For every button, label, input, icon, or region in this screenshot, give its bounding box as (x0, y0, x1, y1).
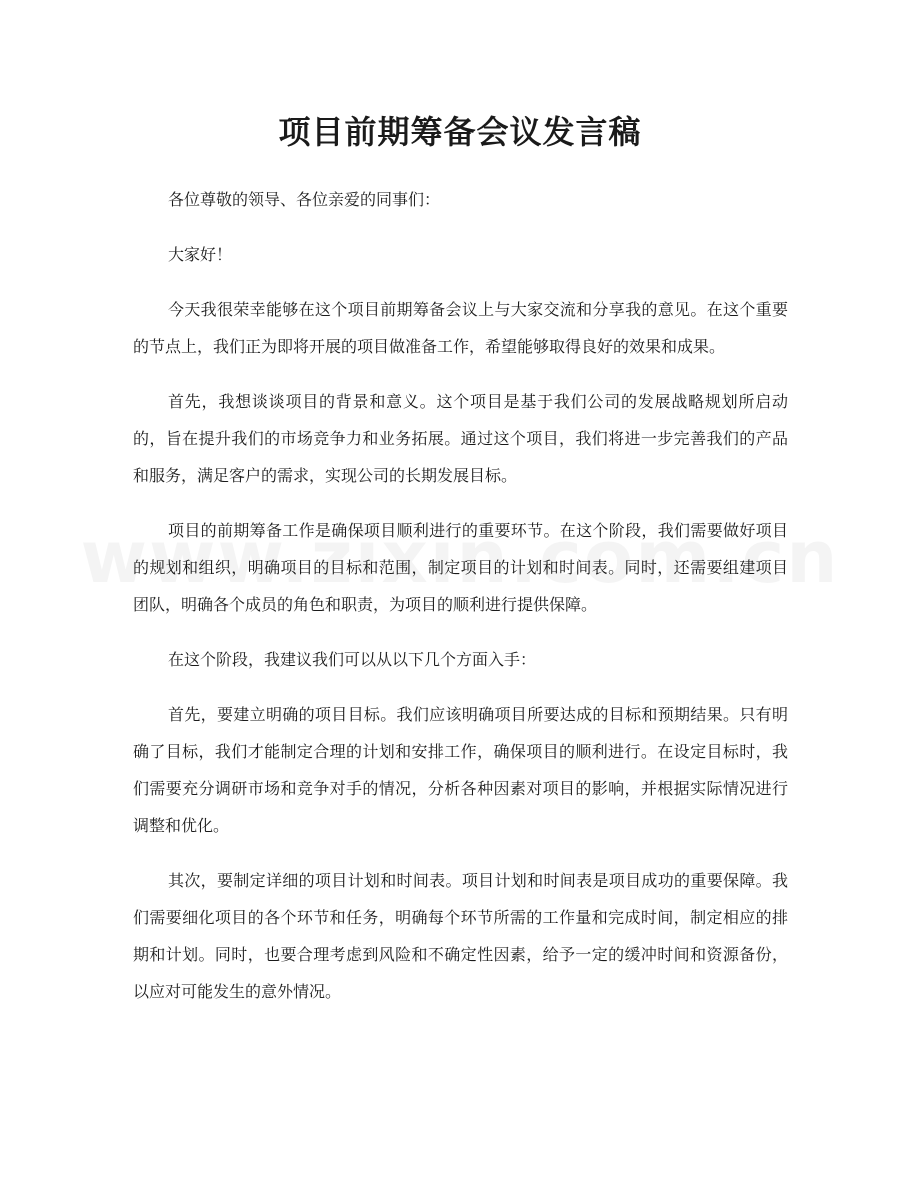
paragraph-preparation: 项目的前期筹备工作是确保项目顺利进行的重要环节。在这个阶段，我们需要做好项目的规划和组织，明确项目的目标和范围，制定项目的计划和时间表。同时，还需要组建项目团队，明确各个成员的角色和职责，为项目的顺利进行提供保障。 (133, 521, 788, 614)
document-title: 项目前期筹备会议发言稿 (278, 113, 642, 151)
paragraph-suggestion-lead: 在这个阶段，我建议我们可以从以下几个方面入手： (168, 650, 537, 669)
paragraph-intro: 今天我很荣幸能够在这个项目前期筹备会议上与大家交流和分享我的意见。在这个重要的节点上，我们正为即将开展的项目做准备工作，希望能够取得良好的效果和成果。 (133, 300, 788, 356)
paragraph-salutation: 各位尊敬的领导、各位亲爱的同事们： (168, 190, 441, 209)
paragraph-background: 首先，我想谈谈项目的背景和意义。这个项目是基于我们公司的发展战略规划所启动的，旨在提升我们的市场竞争力和业务拓展。通过这个项目，我们将进一步完善我们的产品和服务，满足客户的需求，实现公司的长期发展目标。 (133, 392, 788, 485)
paragraph-greeting: 大家好！ (168, 245, 233, 264)
paragraph-plan: 其次，要制定详细的项目计划和时间表。项目计划和时间表是项目成功的重要保障。我们需要细化项目的各个环节和任务，明确每个环节所需的工作量和完成时间，制定相应的排期和计划。同时，也要合理考虑到风险和不确定性因素，给予一定的缓冲时间和资源备份，以应对可能发生的意外情况。 (133, 871, 788, 1001)
document-body (133, 181, 788, 1028)
paragraph-goals: 首先，要建立明确的项目目标。我们应该明确项目所要达成的目标和预期结果。只有明确了目标，我们才能制定合理的计划和安排工作，确保项目的顺利进行。在设定目标时，我们需要充分调研市场和竞争对手的情况，分析各种因素对项目的影响，并根据实际情况进行调整和优化。 (133, 705, 788, 835)
